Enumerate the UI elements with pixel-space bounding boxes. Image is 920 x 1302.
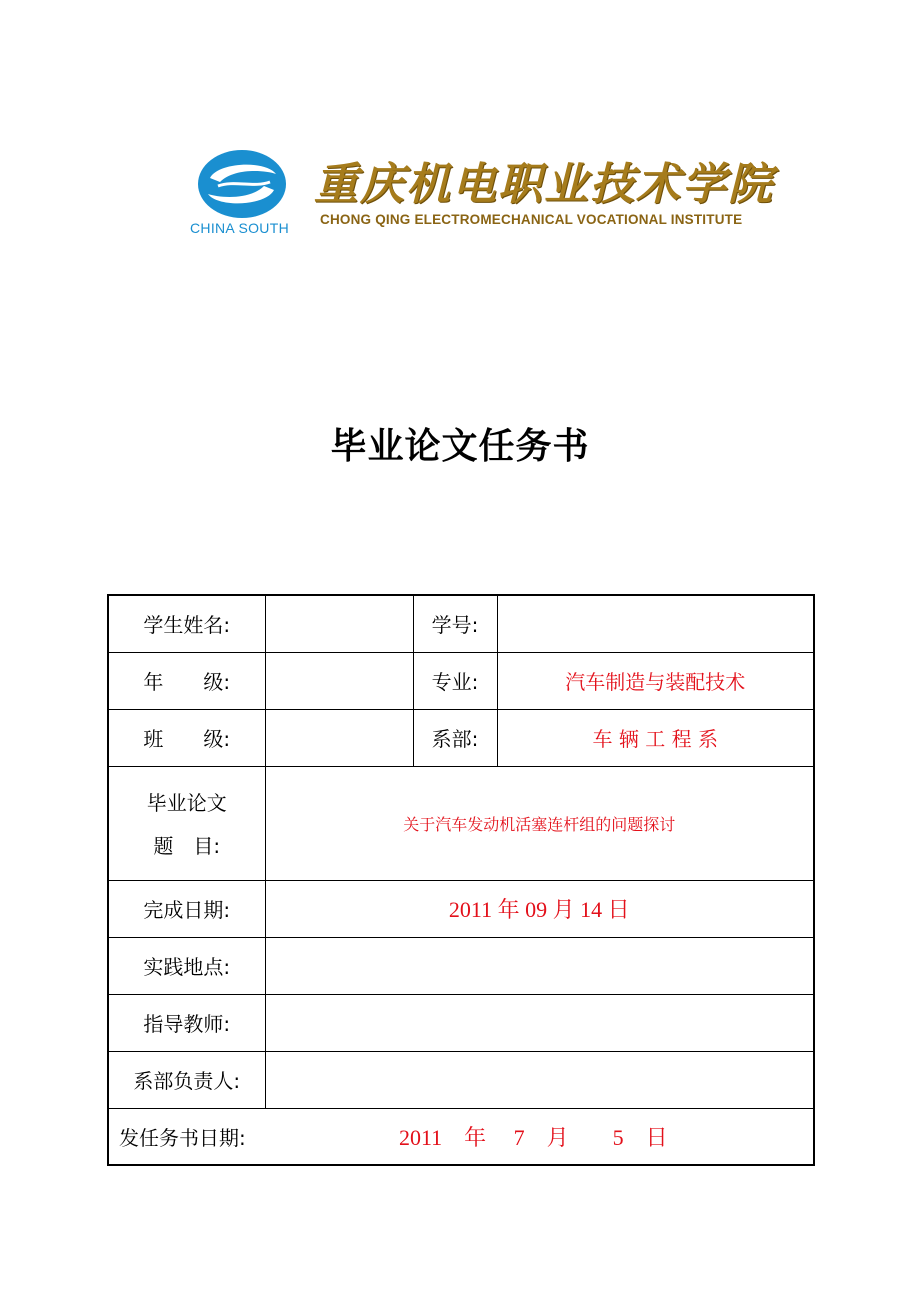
institution-logo xyxy=(186,148,786,244)
thesis-title-label-line1: 毕业论文 xyxy=(146,791,227,815)
advisor-field[interactable] xyxy=(265,994,814,1051)
issue-date-field[interactable]: 2011 年 7 月 5 日 xyxy=(399,1124,668,1150)
major-label: 专业: xyxy=(413,652,497,709)
thesis-title-field[interactable]: 关于汽车发动机活塞连杆组的问题探讨 xyxy=(265,766,814,880)
issue-date-cell xyxy=(108,1108,814,1165)
advisor-label: 指导教师: xyxy=(108,994,265,1051)
department-label: 系部: xyxy=(413,709,497,766)
grade-field[interactable] xyxy=(265,652,413,709)
page-title: 毕业论文任务书 xyxy=(330,426,590,467)
completion-date-field[interactable]: 2011 年 09 月 14 日 xyxy=(265,880,814,937)
issue-date-label: 发任务书日期: xyxy=(119,1125,246,1150)
thesis-title-label-line2: 题 目: xyxy=(153,834,221,858)
grade-label: 年 级: xyxy=(108,652,265,709)
china-south-label: CHINA SOUTH xyxy=(190,220,289,236)
class-label: 班 级: xyxy=(108,709,265,766)
row-thesis xyxy=(108,766,814,880)
row-grade xyxy=(108,652,814,709)
practice-location-label: 实践地点: xyxy=(108,937,265,994)
student-id-field[interactable] xyxy=(497,595,814,652)
thesis-title-label xyxy=(108,766,265,880)
china-south-emblem-icon xyxy=(194,148,290,222)
row-class xyxy=(108,709,814,766)
row-advisor xyxy=(108,994,814,1051)
dept-head-field[interactable] xyxy=(265,1051,814,1108)
major-field[interactable]: 汽车制造与装配技术 xyxy=(497,652,814,709)
department-field[interactable]: 车 辆 工 程 系 xyxy=(497,709,814,766)
student-name-field[interactable] xyxy=(265,595,413,652)
row-issue-date xyxy=(108,1108,814,1165)
practice-location-field[interactable] xyxy=(265,937,814,994)
dept-head-label: 系部负责人: xyxy=(108,1051,265,1108)
row-completion-date xyxy=(108,880,814,937)
institution-name-en: CHONG QING ELECTROMECHANICAL VOCATIONAL INSTITUTE xyxy=(320,212,743,227)
completion-date-label: 完成日期: xyxy=(108,880,265,937)
row-dept-head xyxy=(108,1051,814,1108)
student-name-label: 学生姓名: xyxy=(108,595,265,652)
row-practice-location xyxy=(108,937,814,994)
student-id-label: 学号: xyxy=(413,595,497,652)
row-student xyxy=(108,595,814,652)
class-field[interactable] xyxy=(265,709,413,766)
institution-name-cn: 重庆机电职业技术学院 xyxy=(314,159,774,210)
task-form-table xyxy=(107,594,815,1166)
